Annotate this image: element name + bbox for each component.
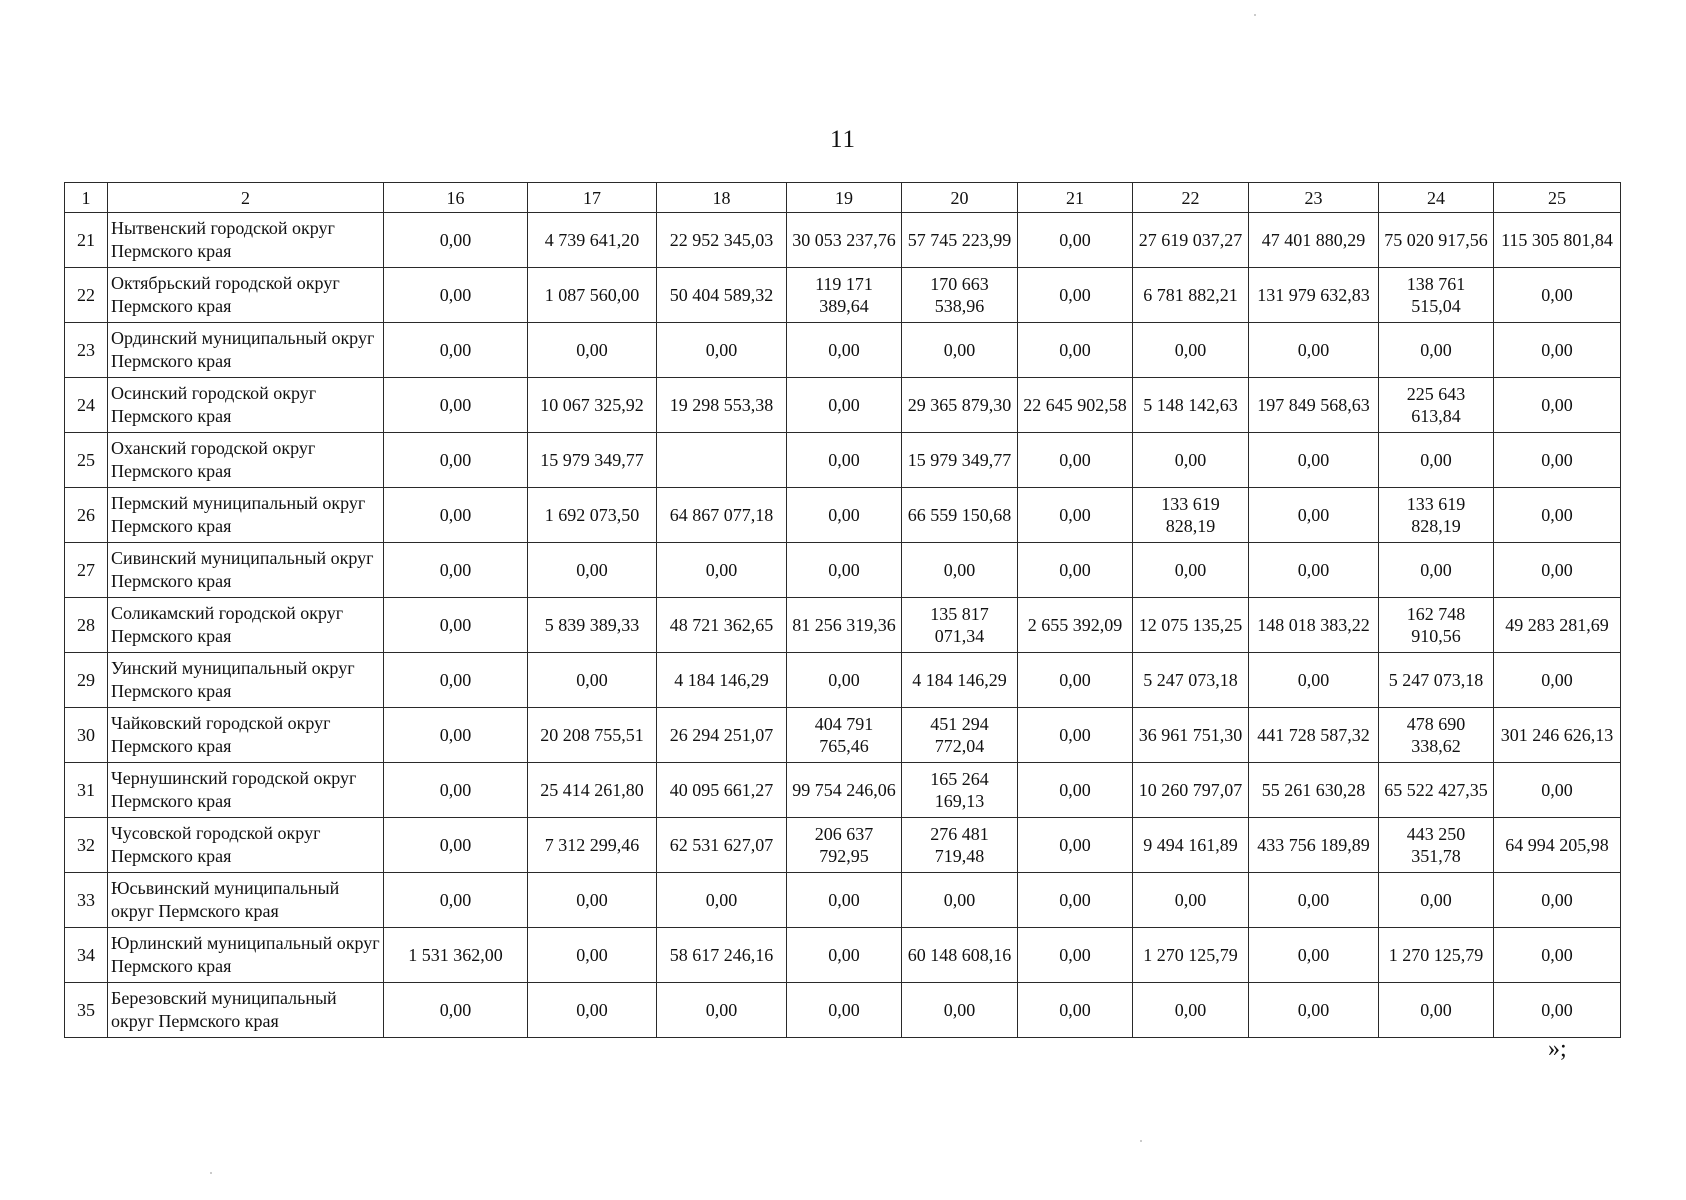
row-number-cell: 32 bbox=[65, 818, 108, 873]
value-cell-col-21: 0,00 bbox=[1018, 488, 1133, 543]
value-cell-col-16: 0,00 bbox=[384, 763, 528, 818]
value-cell-col-23: 0,00 bbox=[1249, 433, 1379, 488]
column-header-19: 19 bbox=[787, 183, 902, 213]
value-cell-col-20: 15 979 349,77 bbox=[902, 433, 1018, 488]
row-number-cell: 33 bbox=[65, 873, 108, 928]
value-cell-col-18: 62 531 627,07 bbox=[657, 818, 787, 873]
value-cell-col-19: 0,00 bbox=[787, 488, 902, 543]
value-cell-col-17: 0,00 bbox=[528, 983, 657, 1038]
value-cell-col-25: 0,00 bbox=[1494, 983, 1621, 1038]
value-cell-col-22: 1 270 125,79 bbox=[1133, 928, 1249, 983]
page-number: 11 bbox=[829, 126, 857, 153]
value-cell-col-25: 0,00 bbox=[1494, 763, 1621, 818]
value-cell-col-23: 0,00 bbox=[1249, 873, 1379, 928]
value-cell-col-25: 0,00 bbox=[1494, 268, 1621, 323]
municipality-name-cell: Соликамский городской округ Пермского края bbox=[108, 598, 384, 653]
column-header-22: 22 bbox=[1133, 183, 1249, 213]
value-cell-col-24: 0,00 bbox=[1379, 433, 1494, 488]
value-cell-col-21: 0,00 bbox=[1018, 928, 1133, 983]
value-cell-col-21: 0,00 bbox=[1018, 653, 1133, 708]
value-cell-col-25: 0,00 bbox=[1494, 378, 1621, 433]
closing-quote: »; bbox=[1548, 1036, 1567, 1062]
value-cell-col-23: 0,00 bbox=[1249, 983, 1379, 1038]
column-header-18: 18 bbox=[657, 183, 787, 213]
value-cell-col-25: 0,00 bbox=[1494, 873, 1621, 928]
column-header-2: 2 bbox=[108, 183, 384, 213]
column-header-16: 16 bbox=[384, 183, 528, 213]
municipality-name-cell: Сивинский муниципальный округ Пермского края bbox=[108, 543, 384, 598]
value-cell-col-18: 48 721 362,65 bbox=[657, 598, 787, 653]
value-cell-col-17: 0,00 bbox=[528, 928, 657, 983]
table-row bbox=[65, 598, 1621, 653]
value-cell-col-24: 0,00 bbox=[1379, 543, 1494, 598]
row-number-cell: 24 bbox=[65, 378, 108, 433]
value-cell-col-20: 66 559 150,68 bbox=[902, 488, 1018, 543]
table-row bbox=[65, 653, 1621, 708]
value-cell-col-23: 47 401 880,29 bbox=[1249, 213, 1379, 268]
table-row bbox=[65, 708, 1621, 763]
value-cell-col-19: 0,00 bbox=[787, 543, 902, 598]
value-cell-col-16: 1 531 362,00 bbox=[384, 928, 528, 983]
value-cell-col-21: 0,00 bbox=[1018, 818, 1133, 873]
value-cell-col-20: 0,00 bbox=[902, 543, 1018, 598]
value-cell-col-24: 443 250 351,78 bbox=[1379, 818, 1494, 873]
value-cell-col-19: 30 053 237,76 bbox=[787, 213, 902, 268]
municipality-name-cell: Березовский муниципальный округ Пермского края bbox=[108, 983, 384, 1038]
value-cell-col-22: 9 494 161,89 bbox=[1133, 818, 1249, 873]
value-cell-col-25: 49 283 281,69 bbox=[1494, 598, 1621, 653]
value-cell-col-20: 4 184 146,29 bbox=[902, 653, 1018, 708]
value-cell-col-17: 5 839 389,33 bbox=[528, 598, 657, 653]
municipality-name-cell: Чернушинский городской округ Пермского края bbox=[108, 763, 384, 818]
row-number-cell: 34 bbox=[65, 928, 108, 983]
value-cell-col-21: 0,00 bbox=[1018, 268, 1133, 323]
value-cell-col-18: 58 617 246,16 bbox=[657, 928, 787, 983]
table-row bbox=[65, 873, 1621, 928]
municipality-name-cell: Оханский городской округ Пермского края bbox=[108, 433, 384, 488]
value-cell-col-24: 5 247 073,18 bbox=[1379, 653, 1494, 708]
value-cell-col-22: 27 619 037,27 bbox=[1133, 213, 1249, 268]
value-cell-col-19: 0,00 bbox=[787, 433, 902, 488]
value-cell-col-18: 0,00 bbox=[657, 983, 787, 1038]
value-cell-col-18: 4 184 146,29 bbox=[657, 653, 787, 708]
value-cell-col-21: 0,00 bbox=[1018, 873, 1133, 928]
value-cell-col-16: 0,00 bbox=[384, 708, 528, 763]
table-row bbox=[65, 433, 1621, 488]
municipality-name-cell: Ординский муниципальный округ Пермского края bbox=[108, 323, 384, 378]
table-row bbox=[65, 983, 1621, 1038]
value-cell-col-20: 29 365 879,30 bbox=[902, 378, 1018, 433]
column-header-20: 20 bbox=[902, 183, 1018, 213]
row-number-cell: 29 bbox=[65, 653, 108, 708]
value-cell-col-21: 0,00 bbox=[1018, 213, 1133, 268]
row-number-cell: 28 bbox=[65, 598, 108, 653]
value-cell-col-17: 0,00 bbox=[528, 653, 657, 708]
value-cell-col-20: 0,00 bbox=[902, 983, 1018, 1038]
value-cell-col-23: 433 756 189,89 bbox=[1249, 818, 1379, 873]
table-row bbox=[65, 213, 1621, 268]
value-cell-col-22: 0,00 bbox=[1133, 433, 1249, 488]
value-cell-col-19: 0,00 bbox=[787, 378, 902, 433]
municipality-name-cell: Осинский городской округ Пермского края bbox=[108, 378, 384, 433]
value-cell-col-22: 133 619 828,19 bbox=[1133, 488, 1249, 543]
value-cell-col-16: 0,00 bbox=[384, 268, 528, 323]
table-row bbox=[65, 818, 1621, 873]
value-cell-col-19: 0,00 bbox=[787, 323, 902, 378]
municipality-name-cell: Юсьвинский муниципальный округ Пермского края bbox=[108, 873, 384, 928]
value-cell-col-16: 0,00 bbox=[384, 653, 528, 708]
value-cell-col-21: 22 645 902,58 bbox=[1018, 378, 1133, 433]
municipality-name-cell: Октябрьский городской округ Пермского края bbox=[108, 268, 384, 323]
value-cell-col-18: 50 404 589,32 bbox=[657, 268, 787, 323]
column-header-1: 1 bbox=[65, 183, 108, 213]
value-cell-col-21: 0,00 bbox=[1018, 983, 1133, 1038]
value-cell-col-22: 12 075 135,25 bbox=[1133, 598, 1249, 653]
value-cell-col-16: 0,00 bbox=[384, 873, 528, 928]
value-cell-col-17: 0,00 bbox=[528, 543, 657, 598]
table-row bbox=[65, 928, 1621, 983]
value-cell-col-22: 5 247 073,18 bbox=[1133, 653, 1249, 708]
value-cell-col-22: 10 260 797,07 bbox=[1133, 763, 1249, 818]
value-cell-col-17: 0,00 bbox=[528, 873, 657, 928]
data-table-container bbox=[64, 182, 1620, 1038]
value-cell-col-19: 0,00 bbox=[787, 653, 902, 708]
value-cell-col-25: 0,00 bbox=[1494, 488, 1621, 543]
value-cell-col-22: 6 781 882,21 bbox=[1133, 268, 1249, 323]
value-cell-col-23: 441 728 587,32 bbox=[1249, 708, 1379, 763]
value-cell-col-18: 64 867 077,18 bbox=[657, 488, 787, 543]
value-cell-col-25: 301 246 626,13 bbox=[1494, 708, 1621, 763]
value-cell-col-20: 57 745 223,99 bbox=[902, 213, 1018, 268]
value-cell-col-21: 0,00 bbox=[1018, 708, 1133, 763]
value-cell-col-19: 0,00 bbox=[787, 983, 902, 1038]
value-cell-col-20: 60 148 608,16 bbox=[902, 928, 1018, 983]
table-row bbox=[65, 543, 1621, 598]
row-number-cell: 23 bbox=[65, 323, 108, 378]
value-cell-col-17: 1 087 560,00 bbox=[528, 268, 657, 323]
value-cell-col-23: 197 849 568,63 bbox=[1249, 378, 1379, 433]
value-cell-col-21: 0,00 bbox=[1018, 323, 1133, 378]
value-cell-col-19: 81 256 319,36 bbox=[787, 598, 902, 653]
value-cell-col-24: 133 619 828,19 bbox=[1379, 488, 1494, 543]
value-cell-col-24: 75 020 917,56 bbox=[1379, 213, 1494, 268]
value-cell-col-17: 20 208 755,51 bbox=[528, 708, 657, 763]
value-cell-col-20: 165 264 169,13 bbox=[902, 763, 1018, 818]
row-number-cell: 35 bbox=[65, 983, 108, 1038]
value-cell-col-23: 131 979 632,83 bbox=[1249, 268, 1379, 323]
value-cell-col-17: 4 739 641,20 bbox=[528, 213, 657, 268]
value-cell-col-21: 0,00 bbox=[1018, 433, 1133, 488]
value-cell-col-20: 276 481 719,48 bbox=[902, 818, 1018, 873]
value-cell-col-24: 138 761 515,04 bbox=[1379, 268, 1494, 323]
value-cell-col-18: 22 952 345,03 bbox=[657, 213, 787, 268]
value-cell-col-25: 115 305 801,84 bbox=[1494, 213, 1621, 268]
column-header-21: 21 bbox=[1018, 183, 1133, 213]
value-cell-col-24: 0,00 bbox=[1379, 983, 1494, 1038]
value-cell-col-20: 135 817 071,34 bbox=[902, 598, 1018, 653]
municipality-name-cell: Чайковский городской округ Пермского края bbox=[108, 708, 384, 763]
header-row bbox=[65, 183, 1621, 213]
value-cell-col-17: 10 067 325,92 bbox=[528, 378, 657, 433]
value-cell-col-16: 0,00 bbox=[384, 818, 528, 873]
value-cell-col-24: 162 748 910,56 bbox=[1379, 598, 1494, 653]
value-cell-col-16: 0,00 bbox=[384, 983, 528, 1038]
value-cell-col-25: 0,00 bbox=[1494, 653, 1621, 708]
value-cell-col-18: 0,00 bbox=[657, 543, 787, 598]
column-header-23: 23 bbox=[1249, 183, 1379, 213]
value-cell-col-19: 0,00 bbox=[787, 928, 902, 983]
column-header-25: 25 bbox=[1494, 183, 1621, 213]
value-cell-col-20: 0,00 bbox=[902, 873, 1018, 928]
value-cell-col-18: 40 095 661,27 bbox=[657, 763, 787, 818]
value-cell-col-17: 15 979 349,77 bbox=[528, 433, 657, 488]
municipality-name-cell: Пермский муниципальный округ Пермского края bbox=[108, 488, 384, 543]
value-cell-col-25: 64 994 205,98 bbox=[1494, 818, 1621, 873]
value-cell-col-25: 0,00 bbox=[1494, 543, 1621, 598]
table-row bbox=[65, 268, 1621, 323]
table-body bbox=[65, 213, 1621, 1038]
table-row bbox=[65, 763, 1621, 818]
value-cell-col-16: 0,00 bbox=[384, 323, 528, 378]
municipality-name-cell: Уинский муниципальный округ Пермского края bbox=[108, 653, 384, 708]
value-cell-col-23: 0,00 bbox=[1249, 488, 1379, 543]
table-row bbox=[65, 378, 1621, 433]
value-cell-col-17: 1 692 073,50 bbox=[528, 488, 657, 543]
municipality-name-cell: Юрлинский муниципальный округ Пермского края bbox=[108, 928, 384, 983]
value-cell-col-18: 26 294 251,07 bbox=[657, 708, 787, 763]
value-cell-col-24: 1 270 125,79 bbox=[1379, 928, 1494, 983]
municipality-name-cell: Нытвенский городской округ Пермского края bbox=[108, 213, 384, 268]
value-cell-col-22: 36 961 751,30 bbox=[1133, 708, 1249, 763]
value-cell-col-19: 99 754 246,06 bbox=[787, 763, 902, 818]
value-cell-col-25: 0,00 bbox=[1494, 323, 1621, 378]
value-cell-col-18: 0,00 bbox=[657, 323, 787, 378]
value-cell-col-20: 451 294 772,04 bbox=[902, 708, 1018, 763]
value-cell-col-20: 170 663 538,96 bbox=[902, 268, 1018, 323]
value-cell-col-19: 206 637 792,95 bbox=[787, 818, 902, 873]
value-cell-col-17: 25 414 261,80 bbox=[528, 763, 657, 818]
row-number-cell: 22 bbox=[65, 268, 108, 323]
value-cell-col-24: 0,00 bbox=[1379, 323, 1494, 378]
municipality-name-cell: Чусовской городской округ Пермского края bbox=[108, 818, 384, 873]
value-cell-col-16: 0,00 bbox=[384, 598, 528, 653]
value-cell-col-19: 0,00 bbox=[787, 873, 902, 928]
value-cell-col-24: 65 522 427,35 bbox=[1379, 763, 1494, 818]
row-number-cell: 30 bbox=[65, 708, 108, 763]
value-cell-col-18 bbox=[657, 433, 787, 488]
table-row bbox=[65, 488, 1621, 543]
row-number-cell: 21 bbox=[65, 213, 108, 268]
row-number-cell: 25 bbox=[65, 433, 108, 488]
value-cell-col-20: 0,00 bbox=[902, 323, 1018, 378]
value-cell-col-23: 0,00 bbox=[1249, 543, 1379, 598]
value-cell-col-16: 0,00 bbox=[384, 213, 528, 268]
value-cell-col-22: 0,00 bbox=[1133, 873, 1249, 928]
value-cell-col-16: 0,00 bbox=[384, 543, 528, 598]
value-cell-col-21: 0,00 bbox=[1018, 543, 1133, 598]
value-cell-col-19: 404 791 765,46 bbox=[787, 708, 902, 763]
value-cell-col-22: 0,00 bbox=[1133, 543, 1249, 598]
value-cell-col-23: 148 018 383,22 bbox=[1249, 598, 1379, 653]
row-number-cell: 31 bbox=[65, 763, 108, 818]
value-cell-col-25: 0,00 bbox=[1494, 928, 1621, 983]
value-cell-col-19: 119 171 389,64 bbox=[787, 268, 902, 323]
value-cell-col-24: 0,00 bbox=[1379, 873, 1494, 928]
value-cell-col-23: 55 261 630,28 bbox=[1249, 763, 1379, 818]
row-number-cell: 27 bbox=[65, 543, 108, 598]
value-cell-col-23: 0,00 bbox=[1249, 323, 1379, 378]
table-row bbox=[65, 323, 1621, 378]
value-cell-col-24: 225 643 613,84 bbox=[1379, 378, 1494, 433]
value-cell-col-21: 0,00 bbox=[1018, 763, 1133, 818]
value-cell-col-23: 0,00 bbox=[1249, 928, 1379, 983]
value-cell-col-25: 0,00 bbox=[1494, 433, 1621, 488]
value-cell-col-18: 0,00 bbox=[657, 873, 787, 928]
value-cell-col-17: 0,00 bbox=[528, 323, 657, 378]
value-cell-col-22: 5 148 142,63 bbox=[1133, 378, 1249, 433]
value-cell-col-22: 0,00 bbox=[1133, 323, 1249, 378]
value-cell-col-18: 19 298 553,38 bbox=[657, 378, 787, 433]
value-cell-col-21: 2 655 392,09 bbox=[1018, 598, 1133, 653]
value-cell-col-23: 0,00 bbox=[1249, 653, 1379, 708]
column-header-24: 24 bbox=[1379, 183, 1494, 213]
budget-table bbox=[64, 182, 1621, 1038]
column-header-17: 17 bbox=[528, 183, 657, 213]
value-cell-col-16: 0,00 bbox=[384, 433, 528, 488]
row-number-cell: 26 bbox=[65, 488, 108, 543]
value-cell-col-22: 0,00 bbox=[1133, 983, 1249, 1038]
value-cell-col-17: 7 312 299,46 bbox=[528, 818, 657, 873]
value-cell-col-24: 478 690 338,62 bbox=[1379, 708, 1494, 763]
value-cell-col-16: 0,00 bbox=[384, 488, 528, 543]
value-cell-col-16: 0,00 bbox=[384, 378, 528, 433]
